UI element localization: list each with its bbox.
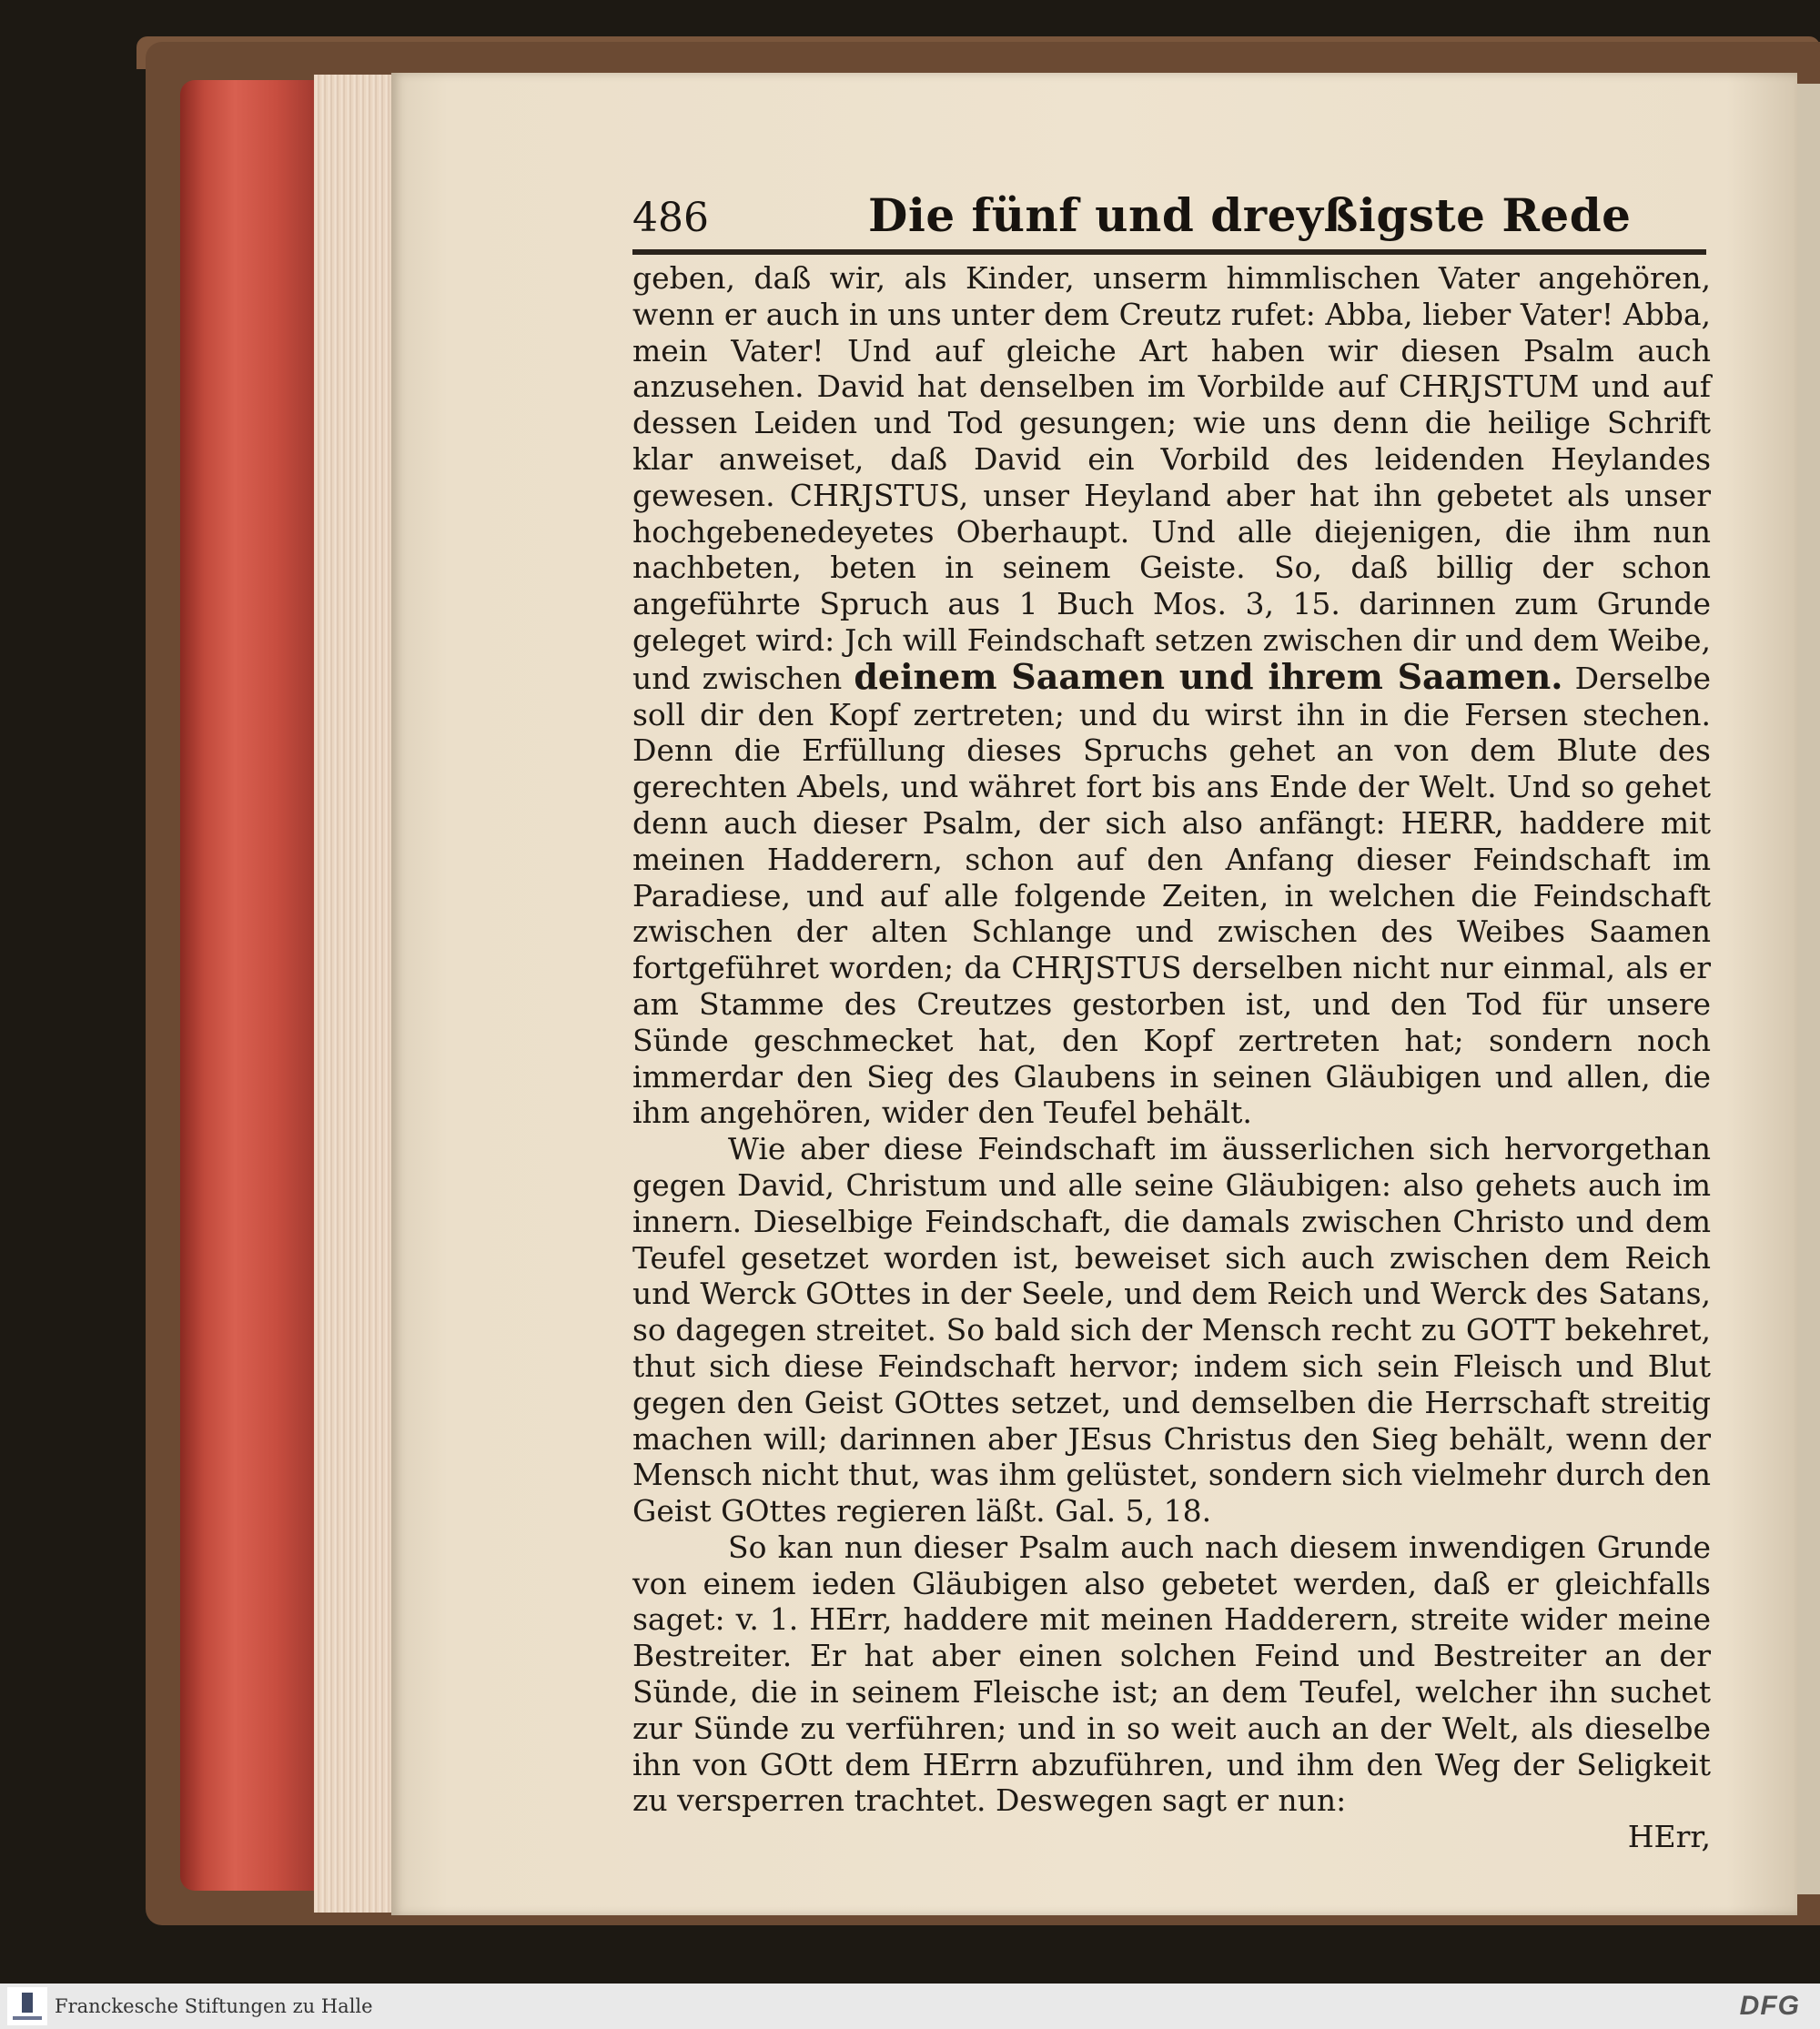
paragraph-2: Wie aber diese Feindschaft im äusserlichen sich hervorgethan gegen David, Christum und alle seine Gläubigen: also gehets auch im innern. Dieselbige Feindschaft, die damals zwischen Christo und dem Teufel gesetzet worden ist, beweiset sich auch zwischen dem Reich und Werck GOttes in der Seele, und dem Reich und Werck des Satans, so dagegen streitet. So bald sich der Mensch recht zu GOTT bekehret, thut sich diese Feindschaft hervor; indem sich sein Fleisch und Blut gegen den Geist GOttes setzet, und demselben die Herrschaft streitig machen will; darinnen aber JEsus Christus den Sieg behält, wenn der Mensch nicht thut, was ihm gelüstet, sondern sich vielmehr durch den Geist GOttes regieren läßt. Gal. 5, 18.: [632, 1131, 1711, 1529]
institution-name: Franckesche Stiftungen zu Halle: [55, 1995, 373, 2017]
body-text: [632, 260, 1711, 1859]
paragraph-1: [632, 260, 1711, 1131]
page-edge-red: [180, 80, 317, 1891]
page-number: 486: [632, 195, 709, 241]
facing-page-edge: [1797, 84, 1820, 1894]
emphasized-phrase: deinem Saamen und ihrem Saamen.: [854, 655, 1563, 697]
dfg-logo: DFG: [1739, 1991, 1800, 2021]
book-page: [391, 73, 1797, 1915]
page-leaves: [314, 75, 396, 1913]
paragraph-1-part-a: geben, daß wir, als Kinder, unserm himmlischen Vater angehören, wenn er auch in uns unter dem Creutz rufet: Abba, lieber Vater! Abba, mein Vater! Und auf gleiche Art haben wir diesen Psalm auch anzusehen. David hat denselben im Vorbilde auf CHRJSTUM und auf dessen Leiden und Tod gesungen; wie uns denn die heilige Schrift klar anweiset, daß David ein Vorbild des leidenden Heylandes gewesen. CHRJSTUS, unser Heyland aber hat ihn gebetet als unser hochgebenedeyetes Oberhaupt. Und alle diejenigen, die ihm nun nachbeten, beten in seinem Geiste. So, daß billig der schon angeführte Spruch aus 1 Buch Mos. 3, 15. darinnen zum Grunde geleget wird: Jch will Feindschaft setzen zwischen dir und dem Weibe, und zwischen: [632, 260, 1711, 696]
header-rule: [632, 249, 1706, 255]
page-content: [632, 173, 1715, 1859]
catchword: HErr,: [1627, 1819, 1711, 1855]
paragraph-1-part-c: Derselbe soll dir den Kopf zertreten; und du wirst ihn in die Fersen stechen. Denn die Erfüllung dieses Spruchs gehet an von dem Blute des gerechten Abels, und währet fort bis ans Ende der Welt. Und so gehet denn auch dieser Psalm, der sich also anfängt: HERR, haddere mit meinen Hadderern, schon auf den Anfang dieser Feindschaft im Paradiese, und auf alle folgende Zeiten, in welchen die Feindschaft zwischen der alten Schlange und zwischen des Weibes Saamen fortgeführet worden; da CHRJSTUS derselben nicht nur einmal, als er am Stamme des Creutzes gestorben ist, und den Tod für unsere Sünde geschmecket hat, den Kopf zertreten hat; sondern noch immerdar den Sieg des Glaubens in seinen Gläubigen und allen, die ihm angehören, wider den Teufel behält.: [632, 660, 1711, 1131]
institution-logo-icon: [7, 1987, 47, 2025]
page-header: [632, 173, 1715, 242]
running-title: Die fünf und dreyßigste Rede: [867, 188, 1632, 242]
paragraph-3: So kan nun dieser Psalm auch nach diesem inwendigen Grunde von einem ieden Gläubigen also gebetet werden, daß er gleichfalls saget: v. 1. HErr, haddere mit meinen Hadderern, streite wider meine Bestreiter. Er hat aber einen solchen Feind und Bestreiter an der Sünde, die in seinem Fleische ist; an dem Teufel, welcher ihn suchet zur Sünde zu verführen; und in so weit auch an der Welt, als dieselbe ihn von GOtt dem HErrn abzuführen, und ihm den Weg der Seligkeit zu versperren trachtet. Deswegen sagt er nun:: [632, 1529, 1711, 1819]
